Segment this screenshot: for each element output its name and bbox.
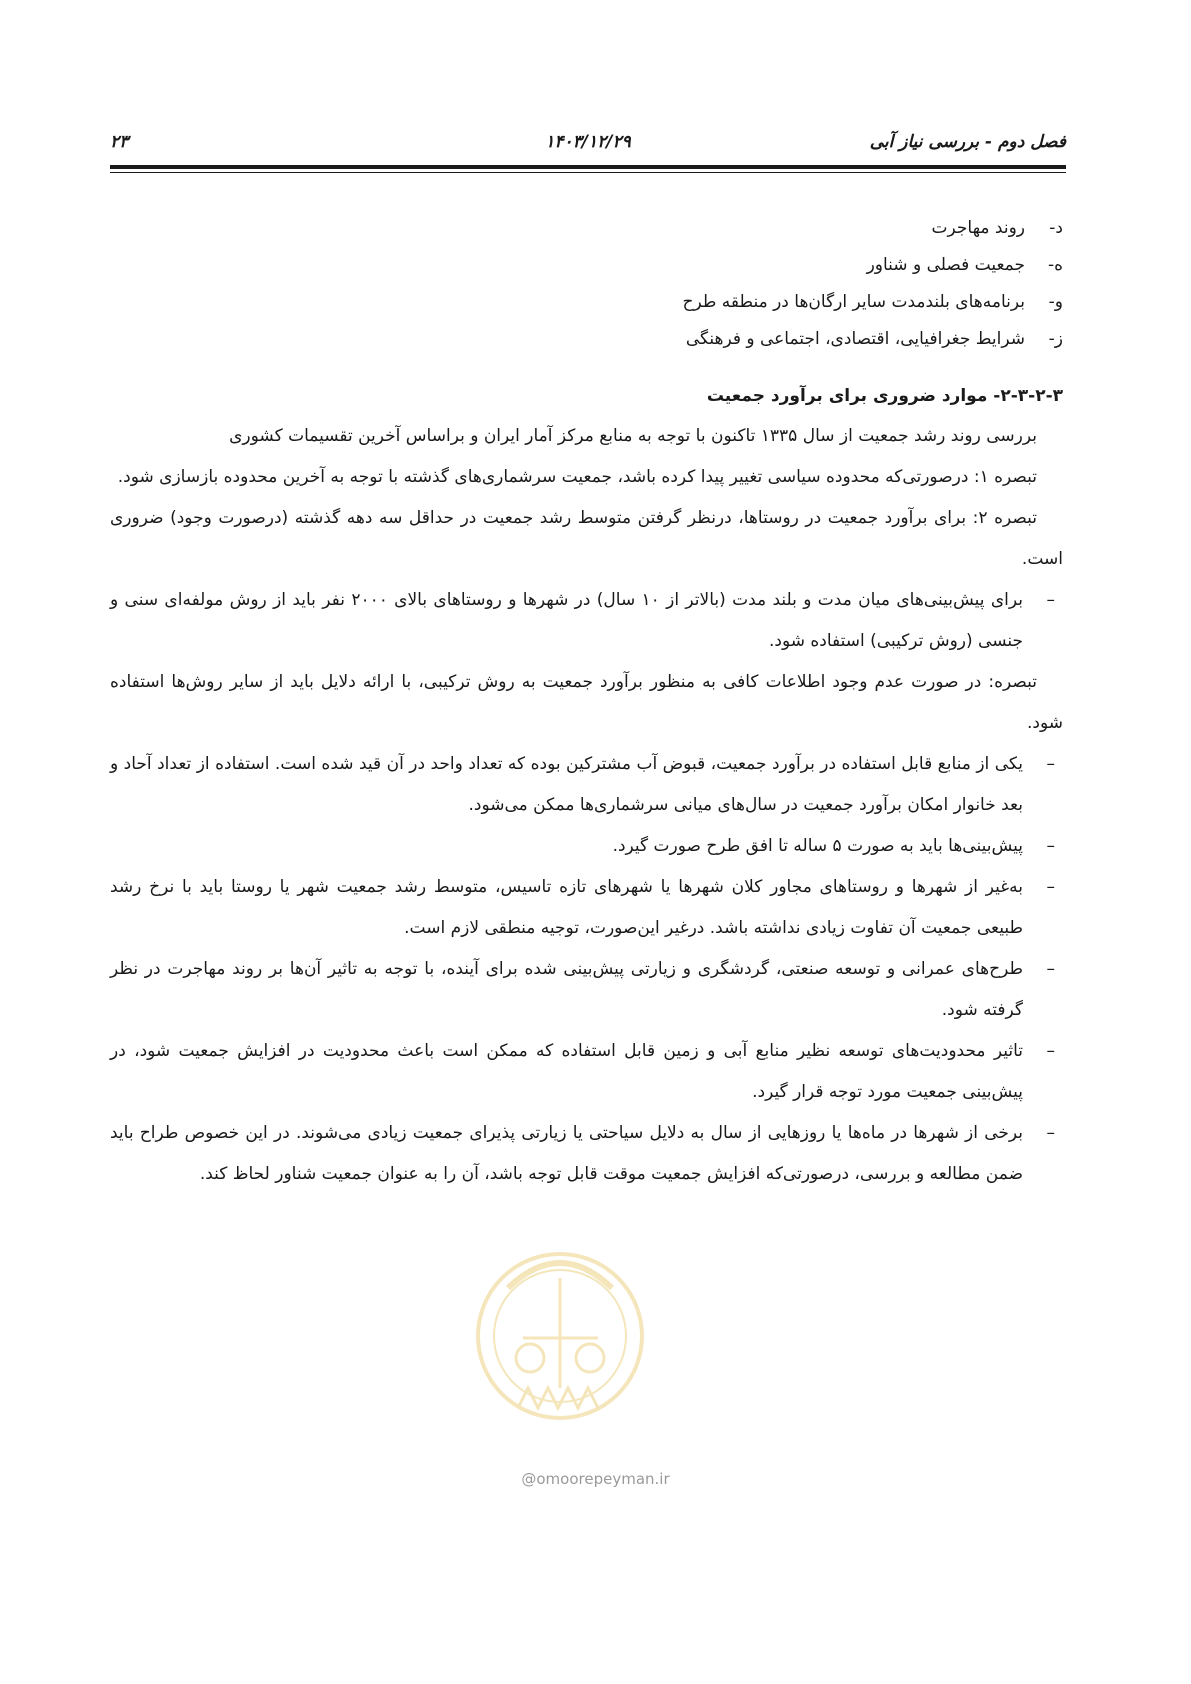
bullet-dash: – <box>1046 1041 1055 1061</box>
list-marker: د- <box>1049 218 1063 238</box>
header-rule-thick <box>110 165 1066 169</box>
chapter-title: فصل دوم - بررسی نیاز آبی <box>869 132 1066 152</box>
section-heading: ۲-۳-۲-۳- موارد ضروری برای برآورد جمعیت <box>706 386 1063 406</box>
bullet-dash: – <box>1046 754 1055 774</box>
watermark-seal-icon <box>468 1218 653 1433</box>
page-header <box>110 130 1066 164</box>
bullet-item <box>110 580 1063 662</box>
list-item-text: جمعیت فصلی و شناور <box>866 255 1025 275</box>
bullet-text: به‌غیر از شهرها و روستاهای مجاور کلان شهرها یا شهرهای تازه تاسیس، متوسط رشد جمعیت شهر یا روستا باید با نرخ رشد طبیعی جمعیت آن تفاوت زیادی نداشته باشد. درغیر این‌صورت، توجیه منطقی لازم است. <box>110 877 1023 938</box>
bullet-text: برای پیش‌بینی‌های میان مدت و بلند مدت (بالاتر از ۱۰ سال) در شهرها و روستاهای بالای ۲۰۰۰ نفر باید از روش مولفه‌ای سنی و جنسی (روش ترکیبی) استفاده شود. <box>110 590 1023 651</box>
bullet-item <box>110 867 1063 949</box>
page-number: ۲۳ <box>110 132 129 152</box>
bullet-text: تاثیر محدودیت‌های توسعه نظیر منابع آبی و زمین قابل استفاده که ممکن است باعث محدودیت در افزایش جمعیت شود، در پیش‌بینی جمعیت مورد توجه قرار گیرد. <box>110 1041 1023 1102</box>
paragraph-note-3: تبصره: در صورت عدم وجود اطلاعات کافی به منظور برآورد جمعیت به روش ترکیبی، با ارائه دلایل باید از سایر روش‌ها استفاده شود. <box>110 672 1063 733</box>
list-item <box>110 247 1063 284</box>
bullet-text: برخی از شهرها در ماه‌ها یا روزهایی از سال به دلایل سیاحتی یا زیارتی پذیرای جمعیت زیادی می‌شوند. در این خصوص طراح باید ضمن مطالعه و بررسی، درصورتی‌که افزایش جمعیت موقت قابل توجه باشد، آن را به عنوان جمعیت شناور لحاظ کند. <box>110 1123 1023 1184</box>
bullet-dash: – <box>1046 1123 1055 1143</box>
bullet-dash: – <box>1046 590 1055 610</box>
page-content <box>110 210 1063 1195</box>
list-marker: ه- <box>1047 255 1063 275</box>
bullet-dash: – <box>1046 836 1055 856</box>
bullet-item <box>110 744 1063 826</box>
list-marker: ز- <box>1048 329 1063 349</box>
bullet-dash: – <box>1046 877 1055 897</box>
list-item <box>110 210 1063 247</box>
list-marker: و- <box>1048 292 1063 312</box>
header-date: ۱۴۰۳/۱۲/۲۹ <box>545 132 631 152</box>
bullet-text: طرح‌های عمرانی و توسعه صنعتی، گردشگری و زیارتی پیش‌بینی شده برای آینده، با توجه به تاثیر آن‌ها بر روند مهاجرت در نظر گرفته شود. <box>110 959 1023 1020</box>
bullet-dash: – <box>1046 959 1055 979</box>
header-rule-thin <box>110 172 1066 173</box>
paragraph-note-1: تبصره ۱: درصورتی‌که محدوده سیاسی تغییر پیدا کرده باشد، جمعیت سرشماری‌های گذشته با توجه به آخرین محدوده بازسازی شود. <box>117 467 1037 487</box>
bullet-item <box>110 1113 1063 1195</box>
list-item-text: روند مهاجرت <box>931 218 1025 238</box>
list-item <box>110 284 1063 321</box>
bullet-item <box>110 949 1063 1031</box>
bullet-item <box>110 1031 1063 1113</box>
list-item <box>110 321 1063 358</box>
list-item-text: شرایط جغرافیایی، اقتصادی، اجتماعی و فرهنگی <box>685 329 1025 349</box>
bullet-text: یکی از منابع قابل استفاده در برآورد جمعیت، قبوض آب مشترکین بوده که تعداد واحد در آن قید شده است. استفاده از تعداد آحاد و بعد خانوار امکان برآورد جمعیت در سال‌های میانی سرشماری‌ها ممکن می‌شود. <box>110 754 1023 815</box>
paragraph-note-2: تبصره ۲: برای برآورد جمعیت در روستاها، درنظر گرفتن متوسط رشد جمعیت در حداقل سه دهه گذشته (درصورت وجود) ضروری است. <box>110 508 1063 569</box>
paragraph-census-review: بررسی روند رشد جمعیت از سال ۱۳۳۵ تاکنون با توجه به منابع مرکز آمار ایران و براساس آخرین تقسیمات کشوری <box>229 426 1037 446</box>
watermark-url: @omoorepeyman.ir <box>521 1470 670 1488</box>
bullet-item <box>110 826 1063 867</box>
list-item-text: برنامه‌های بلندمدت سایر ارگان‌ها در منطقه طرح <box>682 292 1025 312</box>
bullet-text: پیش‌بینی‌ها باید به صورت ۵ ساله تا افق طرح صورت گیرد. <box>612 836 1023 856</box>
